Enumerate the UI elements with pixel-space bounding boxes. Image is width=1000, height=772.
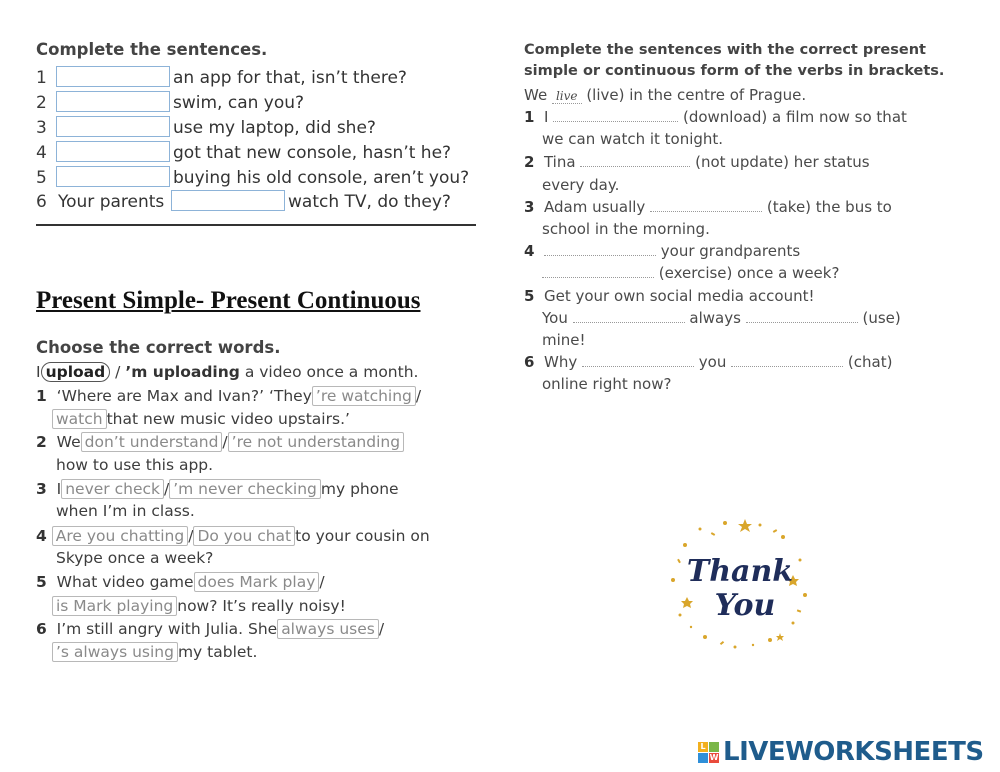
item-number: 2 xyxy=(36,433,47,451)
answer-blank[interactable] xyxy=(553,119,678,122)
choice-item-4 xyxy=(36,526,430,546)
item-number: 6 xyxy=(524,353,535,371)
answer-blank[interactable] xyxy=(582,364,694,367)
gap-item-3 xyxy=(524,198,892,216)
option-box[interactable]: watch xyxy=(52,409,107,429)
choice-item-2-line2: how to use this app. xyxy=(56,456,214,474)
text: your grandparents xyxy=(660,242,801,260)
circled-answer: upload xyxy=(41,362,111,382)
option-box[interactable]: always uses xyxy=(277,619,379,639)
text: (download) a film now so that xyxy=(682,108,907,126)
text: (take) the bus to xyxy=(766,198,892,216)
text: I xyxy=(56,480,62,498)
choice-item-5-line2 xyxy=(52,596,346,616)
separator: / xyxy=(319,573,325,591)
text: that new music video upstairs.’ xyxy=(106,410,350,428)
separator: / xyxy=(415,387,422,405)
choice-item-3 xyxy=(36,479,399,499)
answer-box-1[interactable] xyxy=(56,66,170,87)
answer-box-6[interactable] xyxy=(171,190,285,211)
answer-blank[interactable] xyxy=(650,209,762,212)
item-number: 2 xyxy=(524,153,535,171)
answer-blank[interactable] xyxy=(544,253,656,256)
choice-item-2 xyxy=(36,432,404,452)
item-number: 3 xyxy=(36,118,47,138)
text: my tablet. xyxy=(177,643,258,661)
option-box[interactable]: ’re not understanding xyxy=(228,432,404,452)
liveworksheets-logo xyxy=(698,737,984,767)
section-divider xyxy=(36,224,476,226)
sentence-text: watch TV, do they? xyxy=(288,192,451,212)
gap-item-3-line2: school in the morning. xyxy=(542,220,710,238)
example-alt: ’m uploading xyxy=(125,363,240,381)
separator: / xyxy=(222,433,228,451)
text: ‘Where are Max and Ivan?’ ‘They xyxy=(56,387,312,405)
sentence-text: buying his old console, aren’t you? xyxy=(173,168,470,188)
item-number: 3 xyxy=(524,198,535,216)
gap-item-2-line2: every day. xyxy=(542,176,620,194)
thank-text: Thank xyxy=(686,554,794,589)
heading-line: simple or continuous form of the verbs in brackets. xyxy=(524,63,945,79)
answer-blank[interactable] xyxy=(542,275,654,278)
item-number: 2 xyxy=(36,93,47,113)
text: always xyxy=(689,309,741,327)
logo-icon xyxy=(698,742,719,763)
gap-item-2 xyxy=(524,153,870,171)
exercise-a-heading: Complete the sentences. xyxy=(36,40,268,59)
logo-tile xyxy=(698,753,708,763)
gap-item-6 xyxy=(524,353,892,371)
item-number: 1 xyxy=(524,108,535,126)
heading-line: Complete the sentences with the correct present xyxy=(524,42,926,58)
item-number: 5 xyxy=(36,573,47,591)
item-number: 4 xyxy=(36,527,47,545)
example-post: a video once a month. xyxy=(244,363,419,381)
logo-tile: L xyxy=(698,742,708,752)
item-number: 5 xyxy=(36,168,47,188)
choice-item-3-line2: when I’m in class. xyxy=(56,502,195,520)
gap-item-1-line2: we can watch it tonight. xyxy=(542,130,724,148)
thank-you-graphic xyxy=(665,515,815,655)
option-box[interactable]: ’re watching xyxy=(312,386,416,406)
separator: / xyxy=(115,363,121,381)
sentence-text: swim, can you? xyxy=(173,93,305,113)
item-number: 1 xyxy=(36,68,47,88)
sentence-text: got that new console, hasn’t he? xyxy=(173,143,452,163)
text: I’m still angry with Julia. She xyxy=(56,620,278,638)
answer-blank[interactable] xyxy=(573,320,685,323)
option-box[interactable]: is Mark playing xyxy=(52,596,177,616)
choice-item-5 xyxy=(36,572,325,592)
text: (not update) her status xyxy=(695,153,870,171)
example-pre: I xyxy=(36,363,41,381)
answer-blank[interactable] xyxy=(580,164,690,167)
logo-tile: W xyxy=(709,752,719,762)
answer-box-2[interactable] xyxy=(56,91,170,112)
gap-item-6-line2: online right now? xyxy=(542,375,672,393)
text: to your cousin on xyxy=(295,527,430,545)
sentence-text: use my laptop, did she? xyxy=(173,118,376,138)
gap-item-5-line3: mine! xyxy=(542,331,586,349)
text: you xyxy=(698,353,727,371)
sentence-prefix: Your parents xyxy=(58,192,165,212)
sentence-text: an app for that, isn’t there? xyxy=(173,68,407,88)
text: Get your own social media account! xyxy=(543,287,815,305)
text: Why xyxy=(543,353,578,371)
gap-item-5 xyxy=(524,287,815,305)
example-answer: live xyxy=(552,89,582,104)
text: We xyxy=(56,433,81,451)
answer-box-4[interactable] xyxy=(56,141,170,162)
answer-blank[interactable] xyxy=(746,320,858,323)
exercise-c-heading xyxy=(524,40,944,82)
exercise-a-list xyxy=(36,66,481,216)
item-number: 5 xyxy=(524,287,535,305)
text: (live) in the centre of Prague. xyxy=(586,86,807,104)
text: I xyxy=(543,108,549,126)
text: We xyxy=(524,86,548,104)
choice-item-1-line2 xyxy=(52,409,350,429)
text: You xyxy=(542,309,568,327)
you-text: You xyxy=(714,588,776,623)
text: Tina xyxy=(543,153,576,171)
answer-box-5[interactable] xyxy=(56,166,170,187)
separator: / xyxy=(163,480,170,498)
gap-item-1 xyxy=(524,108,907,126)
text: What video game xyxy=(56,573,194,591)
separator: / xyxy=(188,527,194,545)
choice-item-6 xyxy=(36,619,384,639)
option-box[interactable]: does Mark play xyxy=(194,572,320,592)
confetti-icon xyxy=(665,515,815,655)
example-sentence xyxy=(36,362,418,382)
text: (chat) xyxy=(847,353,893,371)
exercise-b-heading: Choose the correct words. xyxy=(36,338,281,357)
text: Adam usually xyxy=(543,198,646,216)
choice-item-1 xyxy=(36,386,421,406)
option-box[interactable]: ’m never checking xyxy=(169,479,321,499)
option-box[interactable]: Do you chat xyxy=(193,526,295,546)
item-number: 4 xyxy=(524,242,535,260)
text: my phone xyxy=(320,480,399,498)
gap-item-4 xyxy=(524,242,800,260)
item-number: 6 xyxy=(36,620,47,638)
answer-box-3[interactable] xyxy=(56,116,170,137)
logo-tile xyxy=(709,742,719,752)
answer-blank[interactable] xyxy=(731,364,843,367)
item-number: 4 xyxy=(36,143,47,163)
section-title: Present Simple- Present Continuous xyxy=(36,287,421,314)
logo-text: LIVEWORKSHEETS xyxy=(723,737,984,767)
choice-item-4-line2: Skype once a week? xyxy=(56,549,214,567)
separator: / xyxy=(378,620,385,638)
option-box[interactable]: Are you chatting xyxy=(52,526,188,546)
item-number: 1 xyxy=(36,387,47,405)
item-number: 6 xyxy=(36,192,47,212)
text: (use) xyxy=(862,309,901,327)
text: now? It’s really noisy! xyxy=(177,597,346,615)
gap-item-4-line2 xyxy=(542,264,839,282)
option-box[interactable]: don’t understand xyxy=(81,432,223,452)
gap-item-5-line2 xyxy=(542,309,901,327)
option-box[interactable]: never check xyxy=(61,479,164,499)
example-sentence xyxy=(524,86,806,104)
item-number: 3 xyxy=(36,480,47,498)
text: (exercise) once a week? xyxy=(658,264,840,282)
choice-item-6-line2 xyxy=(52,642,257,662)
option-box[interactable]: ’s always using xyxy=(52,642,178,662)
